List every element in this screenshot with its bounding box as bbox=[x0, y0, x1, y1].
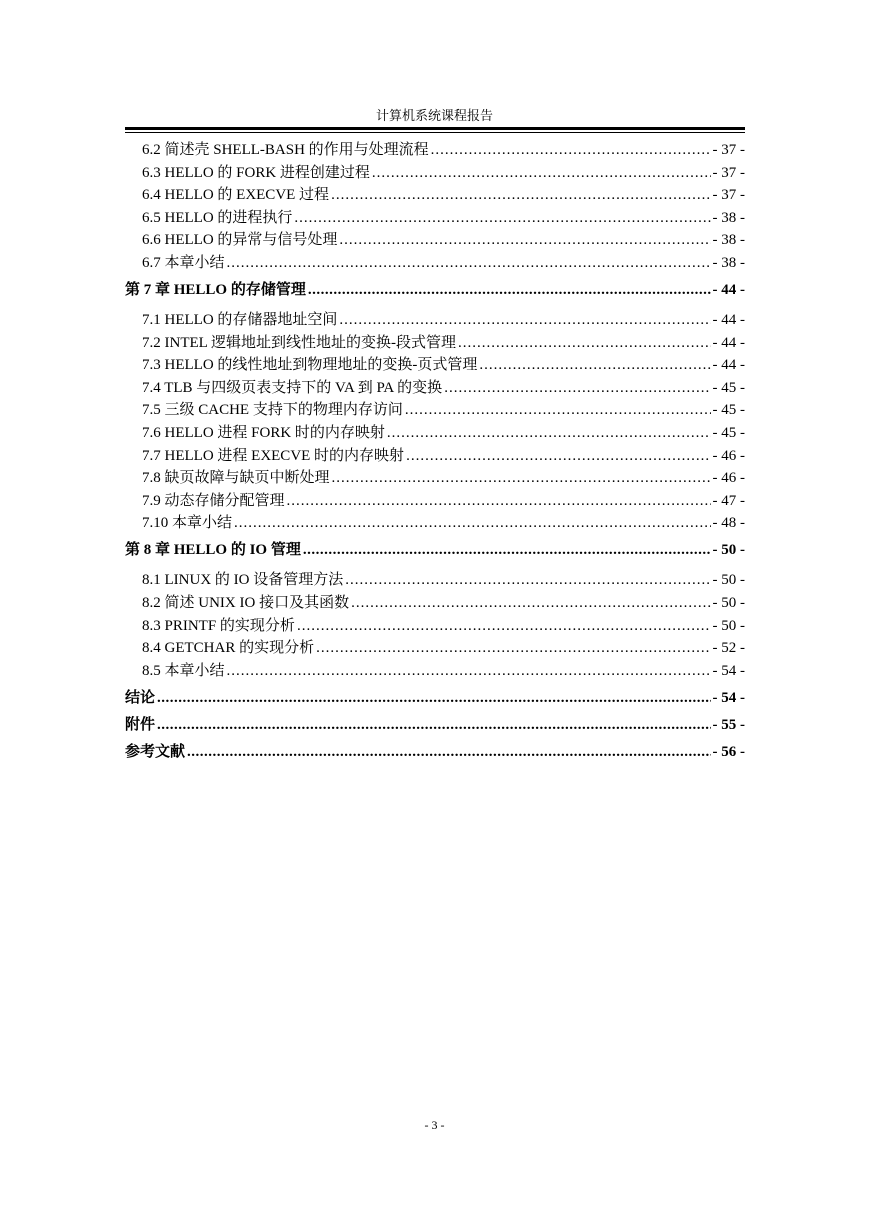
toc-dot-leader bbox=[406, 446, 710, 466]
toc-entry-page: - 50 - bbox=[712, 542, 745, 559]
toc-chapter-entry[interactable] bbox=[125, 688, 745, 708]
toc-entry-page: - 50 - bbox=[712, 572, 745, 589]
toc-entry-title: 结论 bbox=[125, 689, 156, 706]
toc-entry-title: 7.10 本章小结 bbox=[142, 515, 233, 532]
toc-entry-title: 6.4 HELLO 的 EXECVE 过程 bbox=[142, 187, 330, 204]
toc-entry-title: 7.9 动态存储分配管理 bbox=[142, 492, 285, 509]
toc-entry-title: 7.3 HELLO 的线性地址到物理地址的变换-页式管理 bbox=[142, 357, 478, 374]
toc-entry-page: - 38 - bbox=[712, 255, 745, 271]
toc-section-entry[interactable] bbox=[125, 253, 745, 273]
toc-section-entry[interactable] bbox=[125, 638, 745, 658]
toc-dot-leader bbox=[308, 280, 711, 300]
toc-dot-leader bbox=[372, 163, 711, 183]
toc-entry-page: - 44 - bbox=[712, 357, 745, 374]
toc-section-entry[interactable] bbox=[125, 570, 745, 590]
toc-entry-page: - 37 - bbox=[712, 164, 745, 181]
toc-dot-leader bbox=[227, 661, 711, 681]
toc-entry-page: - 45 - bbox=[712, 425, 745, 441]
toc-dot-leader bbox=[339, 310, 710, 330]
toc-entry-title: 8.5 本章小结 bbox=[142, 662, 225, 679]
toc-dot-leader bbox=[444, 378, 710, 398]
toc-entry-page: - 48 - bbox=[712, 515, 745, 532]
toc-entry-title: 7.4 TLB 与四级页表支持下的 VA 到 PA 的变换 bbox=[142, 379, 443, 396]
toc-entry-page: - 56 - bbox=[712, 743, 745, 760]
toc-chapter-entry[interactable] bbox=[125, 540, 745, 560]
toc-chapter-entry[interactable] bbox=[125, 280, 745, 300]
toc-section-entry[interactable] bbox=[125, 513, 745, 533]
header-rule-thick bbox=[125, 127, 745, 130]
page-number: - 3 - bbox=[424, 1118, 445, 1132]
toc-entry-page: - 55 - bbox=[712, 716, 745, 733]
header-rule-thin bbox=[125, 132, 745, 133]
toc-section-entry[interactable] bbox=[125, 593, 745, 613]
toc-dot-leader bbox=[458, 333, 710, 353]
toc-entry-page: - 46 - bbox=[712, 470, 745, 487]
toc-entry-title: 6.3 HELLO 的 FORK 进程创建过程 bbox=[142, 164, 370, 181]
toc-dot-leader bbox=[157, 715, 710, 735]
toc-entry-page: - 37 - bbox=[712, 187, 745, 204]
toc-dot-leader bbox=[187, 742, 710, 762]
toc-entry-title: 7.1 HELLO 的存储器地址空间 bbox=[142, 312, 338, 328]
toc-section-entry[interactable] bbox=[125, 423, 745, 443]
toc-entry-title: 参考文献 bbox=[125, 743, 186, 760]
toc-dot-leader bbox=[157, 688, 710, 708]
toc-section-entry[interactable] bbox=[125, 333, 745, 353]
toc-section-entry[interactable] bbox=[125, 616, 745, 636]
toc-entry-title: 6.7 本章小结 bbox=[142, 255, 225, 271]
toc-entry-title: 6.5 HELLO 的进程执行 bbox=[142, 209, 293, 226]
toc-dot-leader bbox=[479, 355, 710, 375]
toc-chapter-entry[interactable] bbox=[125, 742, 745, 762]
toc-entry-page: - 37 - bbox=[712, 142, 745, 158]
toc-dot-leader bbox=[387, 423, 711, 443]
toc-entry-title: 8.1 LINUX 的 IO 设备管理方法 bbox=[142, 572, 344, 589]
toc-section-entry[interactable] bbox=[125, 661, 745, 681]
toc-dot-leader bbox=[332, 468, 711, 488]
toc-entry-page: - 44 - bbox=[712, 312, 745, 328]
toc-entry-page: - 50 - bbox=[712, 617, 745, 634]
toc-entry-title: 8.2 简述 UNIX IO 接口及其函数 bbox=[142, 595, 350, 611]
toc-entry-page: - 45 - bbox=[712, 402, 745, 419]
toc-section-entry[interactable] bbox=[125, 230, 745, 250]
toc-dot-leader bbox=[294, 208, 710, 228]
toc-dot-leader bbox=[297, 616, 711, 636]
toc-dot-leader bbox=[431, 140, 711, 160]
toc-section-entry[interactable] bbox=[125, 140, 745, 160]
toc-entry-title: 第 7 章 HELLO 的存储管理 bbox=[125, 282, 306, 298]
toc-entry-title: 7.2 INTEL 逻辑地址到线性地址的变换-段式管理 bbox=[142, 334, 457, 351]
toc-section-entry[interactable] bbox=[125, 491, 745, 511]
toc-entry-title: 附件 bbox=[125, 716, 156, 733]
toc-entry-title: 7.7 HELLO 进程 EXECVE 时的内存映射 bbox=[142, 447, 405, 464]
toc-entry-page: - 44 - bbox=[712, 334, 745, 351]
toc-section-entry[interactable] bbox=[125, 355, 745, 375]
toc-entry-page: - 50 - bbox=[712, 595, 745, 611]
toc-entry-page: - 47 - bbox=[712, 492, 745, 509]
toc-entry-title: 8.3 PRINTF 的实现分析 bbox=[142, 617, 295, 634]
toc-entry-page: - 38 - bbox=[712, 209, 745, 226]
toc-dot-leader bbox=[287, 491, 711, 511]
toc-entry-page: - 45 - bbox=[712, 379, 745, 396]
toc-entry-title: 7.5 三级 CACHE 支持下的物理内存访问 bbox=[142, 402, 403, 419]
toc-section-entry[interactable] bbox=[125, 446, 745, 466]
toc-dot-leader bbox=[405, 400, 711, 420]
toc-chapter-entry[interactable] bbox=[125, 715, 745, 735]
toc-dot-leader bbox=[303, 540, 711, 560]
toc-entry-title: 6.2 简述壳 SHELL-BASH 的作用与处理流程 bbox=[142, 142, 429, 158]
toc-entry-page: - 44 - bbox=[712, 282, 745, 298]
toc-entry-page: - 54 - bbox=[712, 662, 745, 679]
toc-entry-page: - 54 - bbox=[712, 689, 745, 706]
toc-entry-title: 7.8 缺页故障与缺页中断处理 bbox=[142, 470, 330, 487]
toc-section-entry[interactable] bbox=[125, 400, 745, 420]
toc-section-entry[interactable] bbox=[125, 378, 745, 398]
toc-entry-page: - 46 - bbox=[712, 447, 745, 464]
toc-dot-leader bbox=[227, 253, 711, 273]
toc-section-entry[interactable] bbox=[125, 163, 745, 183]
toc-section-entry[interactable] bbox=[125, 185, 745, 205]
toc-entry-title: 8.4 GETCHAR 的实现分析 bbox=[142, 640, 315, 657]
toc-dot-leader bbox=[234, 513, 710, 533]
toc-dot-leader bbox=[339, 230, 710, 250]
toc-dot-leader bbox=[345, 570, 710, 590]
page-header-title: 计算机系统课程报告 bbox=[375, 108, 493, 123]
toc-entry-title: 6.6 HELLO 的异常与信号处理 bbox=[142, 232, 338, 249]
toc-dot-leader bbox=[331, 185, 710, 205]
toc-entry-page: - 38 - bbox=[712, 232, 745, 249]
toc-entry-title: 第 8 章 HELLO 的 IO 管理 bbox=[125, 542, 301, 559]
toc-entry-title: 7.6 HELLO 进程 FORK 时的内存映射 bbox=[142, 425, 385, 441]
toc-section-entry[interactable] bbox=[125, 208, 745, 228]
toc-section-entry[interactable] bbox=[125, 310, 745, 330]
toc-entry-page: - 52 - bbox=[712, 640, 745, 657]
toc-section-entry[interactable] bbox=[125, 468, 745, 488]
toc-dot-leader bbox=[316, 638, 710, 658]
toc-dot-leader bbox=[351, 593, 710, 613]
